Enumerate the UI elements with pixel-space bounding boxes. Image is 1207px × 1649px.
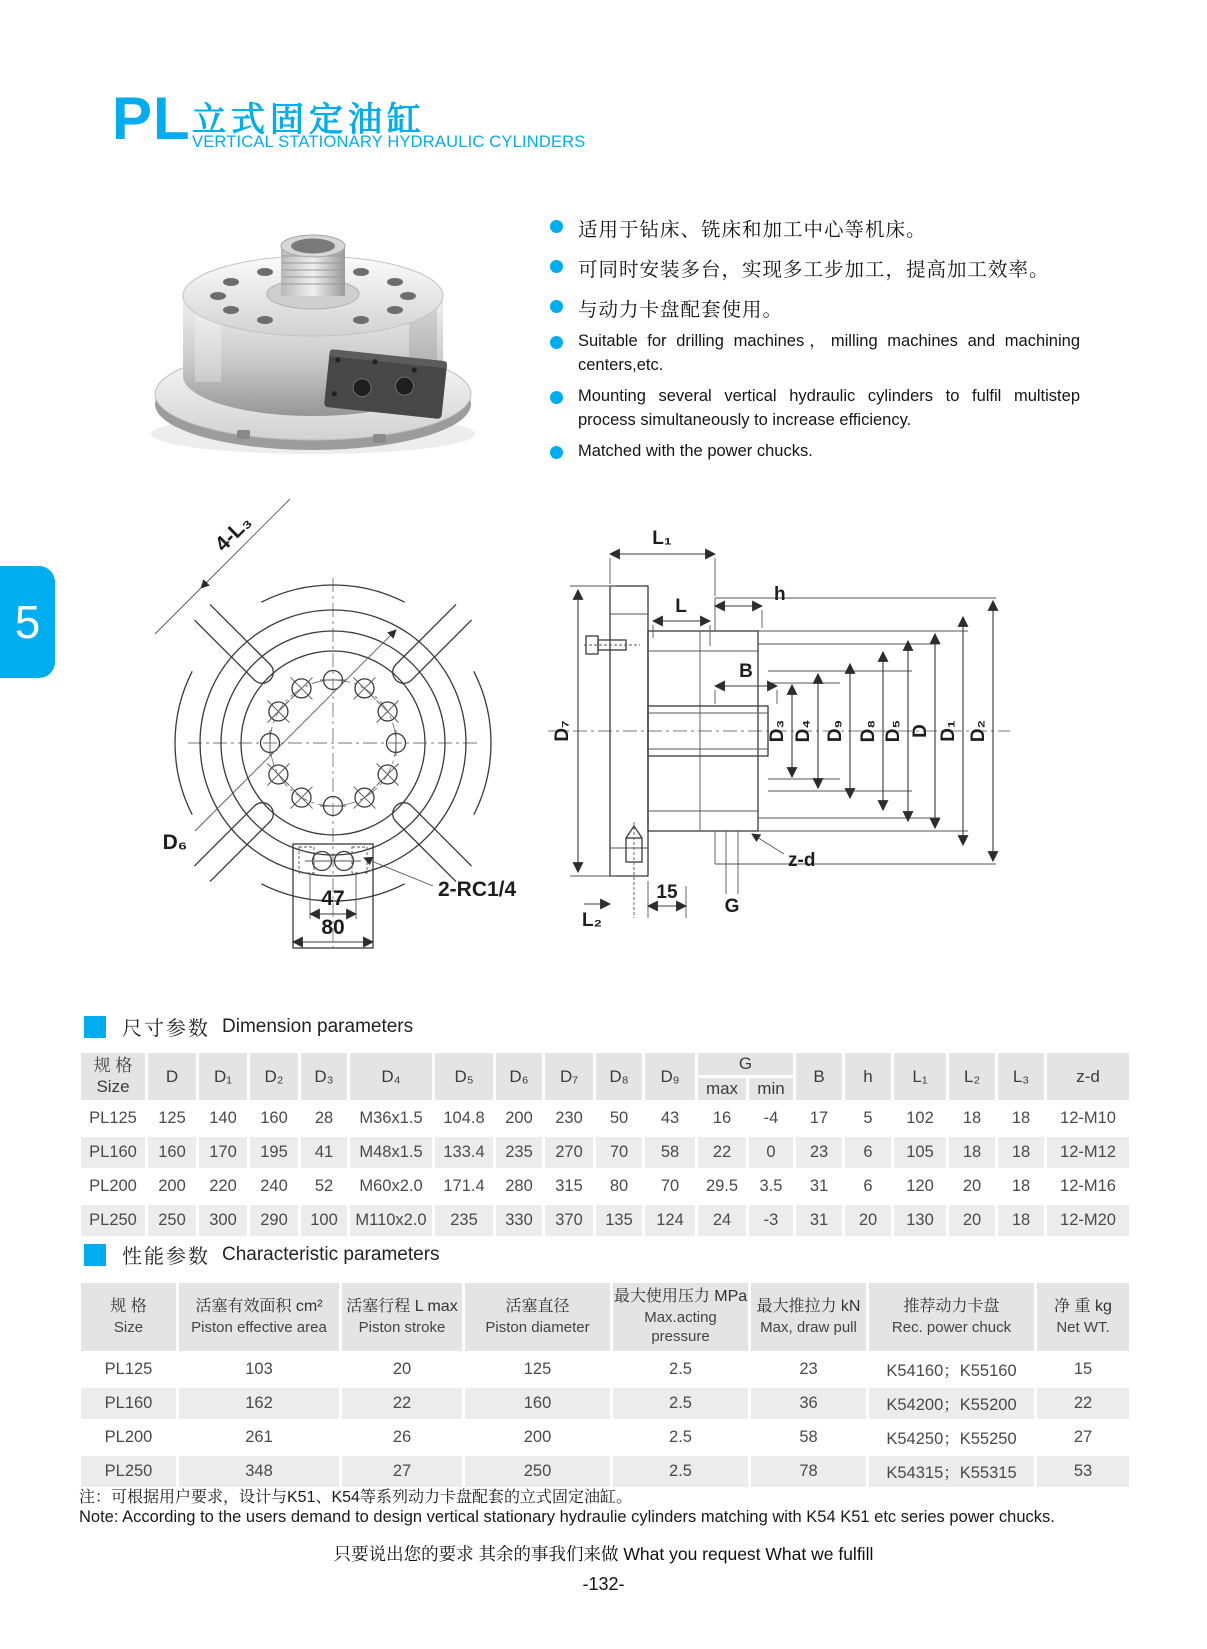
svg-text:15: 15: [656, 882, 678, 903]
svg-text:D₂: D₂: [968, 719, 989, 743]
bullet-icon: [550, 220, 563, 233]
column-header-size: 规 格 Size: [81, 1053, 145, 1100]
dim-h: [715, 584, 786, 628]
column-header: D₆: [496, 1053, 542, 1100]
column-header: 净 重 kg Net WT.: [1037, 1283, 1129, 1351]
feature-text: Matched with the power chucks.: [578, 441, 813, 460]
table-cell: 125: [465, 1354, 610, 1385]
dim-80-label: 80: [321, 916, 345, 939]
table-cell: 135: [596, 1205, 642, 1236]
table-cell: 22: [1037, 1388, 1129, 1419]
feature-text: 可同时安装多台，实现多工步加工，提高加工效率。: [578, 259, 1050, 281]
table-cell: PL160: [81, 1137, 145, 1168]
table-cell: 31: [796, 1205, 842, 1236]
table-row: [81, 1388, 1129, 1419]
table-cell: M110x2.0: [350, 1205, 432, 1236]
column-header: L₃: [998, 1053, 1044, 1100]
table-cell: 6: [845, 1137, 891, 1168]
svg-text:D₄: D₄: [793, 719, 814, 743]
table-cell: 26: [342, 1422, 462, 1453]
table-row: [81, 1456, 1129, 1487]
chapter-number: 5: [14, 596, 41, 648]
table-cell: 125: [148, 1103, 196, 1134]
table-cell: 0: [749, 1137, 793, 1168]
svg-text:L₂: L₂: [581, 910, 603, 931]
table-cell: 52: [301, 1171, 347, 1202]
table-cell: 160: [465, 1388, 610, 1419]
dim-l: [653, 596, 710, 646]
bullet-icon: [550, 446, 563, 459]
svg-text:z-d: z-d: [788, 850, 816, 871]
page-title-zh: 立式固定油缸: [192, 101, 426, 139]
dim-d9: [825, 664, 850, 798]
characteristic-table-head: [81, 1283, 1129, 1351]
table-cell: 171.4: [435, 1171, 493, 1202]
table-row: [81, 1137, 1129, 1168]
table-cell: 330: [496, 1205, 542, 1236]
table-cell: 12-M10: [1047, 1103, 1129, 1134]
dimension-table: [78, 1050, 1132, 1239]
column-header: D₃: [301, 1053, 347, 1100]
table-cell: 24: [698, 1205, 746, 1236]
bullet-icon: [550, 391, 563, 404]
table-cell: 22: [698, 1137, 746, 1168]
table-cell: 5: [845, 1103, 891, 1134]
column-header: D₄: [350, 1053, 432, 1100]
table-cell: 235: [435, 1205, 493, 1236]
column-header: D: [148, 1053, 196, 1100]
svg-text:D₅: D₅: [883, 719, 904, 743]
column-header: z-d: [1047, 1053, 1129, 1100]
port-label: 2-RC1/4: [438, 878, 517, 901]
table-cell: 200: [148, 1171, 196, 1202]
column-header: 推荐动力卡盘 Rec. power chuck: [869, 1283, 1034, 1351]
footer-slogan: 只要说出您的要求 其余的事我们来做 What you request What we fulfill: [333, 1544, 874, 1564]
column-header: D₁: [199, 1053, 247, 1100]
characteristic-table: [78, 1280, 1132, 1490]
table-cell: 20: [949, 1171, 995, 1202]
table-cell: PL250: [81, 1205, 145, 1236]
table-cell: PL160: [81, 1388, 176, 1419]
bullet-icon: [550, 336, 563, 349]
table-cell: 18: [998, 1205, 1044, 1236]
table-cell: K54200；K55200: [869, 1388, 1034, 1419]
dim-g: [725, 831, 740, 917]
table-cell: 124: [645, 1205, 695, 1236]
section-title-en: Characteristic parameters: [222, 1243, 440, 1265]
feature-item: [550, 330, 1080, 378]
table-cell: 18: [949, 1137, 995, 1168]
section-marker-icon: [84, 1244, 106, 1266]
slot-callout: [155, 499, 290, 634]
series-logo: PL: [112, 85, 191, 152]
svg-text:D₇: D₇: [552, 720, 573, 742]
bullet-icon: [550, 260, 563, 273]
dim-d4: [793, 674, 818, 788]
table-cell: 261: [179, 1422, 339, 1453]
characteristic-table-body: [81, 1354, 1129, 1487]
table-cell: 280: [496, 1171, 542, 1202]
chapter-tab: [0, 566, 55, 678]
table-cell: 20: [342, 1354, 462, 1385]
table-cell: M60x2.0: [350, 1171, 432, 1202]
svg-text:L₁: L₁: [652, 528, 672, 549]
dim-d3: [767, 685, 792, 777]
characteristic-section-header: [84, 1240, 440, 1269]
table-cell: 28: [301, 1103, 347, 1134]
table-cell: 133.4: [435, 1137, 493, 1168]
column-header-g-min: min: [749, 1078, 793, 1100]
table-cell: 250: [465, 1456, 610, 1487]
feature-item: [550, 440, 1080, 464]
column-header: L₁: [894, 1053, 946, 1100]
table-cell: M36x1.5: [350, 1103, 432, 1134]
table-cell: 130: [894, 1205, 946, 1236]
dim-d2: [968, 601, 993, 861]
valve-block: [324, 349, 447, 419]
column-header: 活塞有效面积 cm² Piston effective area: [179, 1283, 339, 1351]
dim-l2: [582, 904, 610, 931]
column-header: B: [796, 1053, 842, 1100]
table-cell: 120: [894, 1171, 946, 1202]
table-cell: 36: [751, 1388, 866, 1419]
cylinder-photo-illustration: [151, 235, 475, 454]
page-title-en: VERTICAL STATIONARY HYDRAULIC CYLINDERS: [192, 133, 586, 151]
slot-label: 4-L₃: [210, 510, 257, 557]
table-cell: 80: [596, 1171, 642, 1202]
feature-item: [550, 294, 1170, 322]
table-cell: PL200: [81, 1422, 176, 1453]
features-en-list: [550, 330, 1080, 471]
section-title-en: Dimension parameters: [222, 1015, 414, 1037]
column-header: D₂: [250, 1053, 298, 1100]
table-cell: -4: [749, 1103, 793, 1134]
table-cell: 104.8: [435, 1103, 493, 1134]
note-en: Note: According to the users demand to design vertical stationary hydraulie cylinders matching with K54 K51 etc series power chucks.: [79, 1508, 1055, 1526]
table-cell: M48x1.5: [350, 1137, 432, 1168]
column-header: D₇: [545, 1053, 593, 1100]
table-cell: 270: [545, 1137, 593, 1168]
note-zh: 注：可根据用户要求，设计与K51、K54等系列动力卡盘配套的立式固定油缸。: [79, 1489, 632, 1506]
svg-text:D₉: D₉: [825, 719, 846, 743]
table-cell: 105: [894, 1137, 946, 1168]
svg-text:G: G: [724, 896, 740, 917]
table-cell: 23: [751, 1354, 866, 1385]
dim-b: [715, 661, 777, 704]
column-header: 最大使用压力 MPa Max.acting pressure: [613, 1283, 748, 1351]
svg-text:D₃: D₃: [767, 719, 788, 743]
svg-text:h: h: [774, 584, 786, 605]
column-header: 规 格 Size: [81, 1283, 176, 1351]
table-cell: 250: [148, 1205, 196, 1236]
table-cell: 78: [751, 1456, 866, 1487]
dim-15: [648, 881, 686, 918]
dimension-table-body: [81, 1103, 1129, 1236]
table-cell: PL200: [81, 1171, 145, 1202]
svg-text:L: L: [675, 596, 687, 617]
table-cell: 29.5: [698, 1171, 746, 1202]
column-header: 活塞行程 L max Piston stroke: [342, 1283, 462, 1351]
table-cell: 220: [199, 1171, 247, 1202]
table-cell: 2.5: [613, 1456, 748, 1487]
feature-item: [550, 214, 1170, 242]
feature-text: 适用于钻床、铣床和加工中心等机床。: [578, 219, 927, 241]
table-cell: 58: [751, 1422, 866, 1453]
section-title-zh: 性能参数: [122, 1246, 210, 1268]
bullet-icon: [550, 300, 563, 313]
column-header: D₅: [435, 1053, 493, 1100]
table-cell: 18: [998, 1171, 1044, 1202]
table-cell: 27: [342, 1456, 462, 1487]
table-cell: 53: [1037, 1456, 1129, 1487]
table-cell: 41: [301, 1137, 347, 1168]
table-cell: 2.5: [613, 1422, 748, 1453]
table-cell: K54160；K55160: [869, 1354, 1034, 1385]
table-cell: 12-M16: [1047, 1171, 1129, 1202]
table-cell: 22: [342, 1388, 462, 1419]
column-header: D₈: [596, 1053, 642, 1100]
table-cell: 18: [998, 1103, 1044, 1134]
svg-text:D₈: D₈: [858, 719, 879, 743]
table-cell: 18: [949, 1103, 995, 1134]
table-cell: 103: [179, 1354, 339, 1385]
table-cell: 17: [796, 1103, 842, 1134]
section-view-drawing: [540, 486, 1080, 956]
table-cell: 162: [179, 1388, 339, 1419]
table-cell: 31: [796, 1171, 842, 1202]
table-cell: 300: [199, 1205, 247, 1236]
product-photo: [135, 198, 495, 463]
table-cell: 3.5: [749, 1171, 793, 1202]
section-title-zh: 尺寸参数: [122, 1018, 210, 1040]
feature-text: 与动力卡盘配套使用。: [578, 299, 784, 321]
table-cell: 160: [148, 1137, 196, 1168]
table-cell: 230: [545, 1103, 593, 1134]
dim-47-label: 47: [321, 887, 345, 910]
table-cell: 140: [199, 1103, 247, 1134]
front-view-drawing: [100, 486, 570, 956]
table-cell: 370: [545, 1205, 593, 1236]
d6-label: D₆: [162, 831, 188, 854]
dimension-section-header: [84, 1012, 413, 1041]
table-cell: 58: [645, 1137, 695, 1168]
column-header: 活塞直径 Piston diameter: [465, 1283, 610, 1351]
table-cell: 200: [496, 1103, 542, 1134]
table-cell: K54315；K55315: [869, 1456, 1034, 1487]
table-row: [81, 1103, 1129, 1134]
table-cell: 195: [250, 1137, 298, 1168]
table-cell: 15: [1037, 1354, 1129, 1385]
dim-zd: [752, 834, 815, 871]
table-cell: 315: [545, 1171, 593, 1202]
table-cell: 170: [199, 1137, 247, 1168]
svg-text:B: B: [739, 661, 753, 682]
table-cell: 23: [796, 1137, 842, 1168]
table-cell: 200: [465, 1422, 610, 1453]
table-cell: 50: [596, 1103, 642, 1134]
column-header: 最大推拉力 kN Max, draw pull: [751, 1283, 866, 1351]
table-cell: 12-M20: [1047, 1205, 1129, 1236]
features-zh-list: [550, 214, 1170, 334]
table-row: [81, 1205, 1129, 1236]
table-cell: 27: [1037, 1422, 1129, 1453]
table-cell: 18: [998, 1137, 1044, 1168]
column-header: L₂: [949, 1053, 995, 1100]
feature-text: Mounting several vertical hydraulic cylinders to fulfil multistep process simultaneously to increase efficiency.: [578, 386, 1080, 429]
column-header: D₉: [645, 1053, 695, 1100]
table-cell: 16: [698, 1103, 746, 1134]
table-cell: 12-M12: [1047, 1137, 1129, 1168]
table-cell: PL125: [81, 1354, 176, 1385]
table-cell: 20: [949, 1205, 995, 1236]
table-cell: -3: [749, 1205, 793, 1236]
table-row: [81, 1171, 1129, 1202]
column-header-g: G: [698, 1053, 793, 1075]
svg-text:D: D: [910, 724, 931, 738]
dimension-table-head: [81, 1053, 1129, 1100]
table-cell: 100: [301, 1205, 347, 1236]
table-cell: 6: [845, 1171, 891, 1202]
table-cell: 70: [596, 1137, 642, 1168]
table-cell: 70: [645, 1171, 695, 1202]
feature-item: [550, 254, 1170, 282]
table-cell: 235: [496, 1137, 542, 1168]
section-marker-icon: [84, 1016, 106, 1038]
svg-text:D₁: D₁: [938, 720, 959, 742]
table-cell: 20: [845, 1205, 891, 1236]
table-cell: 43: [645, 1103, 695, 1134]
table-cell: 102: [894, 1103, 946, 1134]
table-cell: 290: [250, 1205, 298, 1236]
column-header-g-max: max: [698, 1078, 746, 1100]
table-cell: PL125: [81, 1103, 145, 1134]
dim-80: [293, 916, 373, 942]
table-cell: K54250；K55250: [869, 1422, 1034, 1453]
table-row: [81, 1422, 1129, 1453]
table-row: [81, 1354, 1129, 1385]
feature-item: [550, 385, 1080, 433]
feature-text: Suitable for drilling machines，milling machines and machining centers,etc.: [578, 332, 1080, 374]
table-cell: PL250: [81, 1456, 176, 1487]
table-cell: 240: [250, 1171, 298, 1202]
table-cell: 160: [250, 1103, 298, 1134]
table-cell: 348: [179, 1456, 339, 1487]
table-cell: 2.5: [613, 1388, 748, 1419]
column-header: h: [845, 1053, 891, 1100]
table-cell: 2.5: [613, 1354, 748, 1385]
page-number: -132-: [582, 1574, 625, 1594]
